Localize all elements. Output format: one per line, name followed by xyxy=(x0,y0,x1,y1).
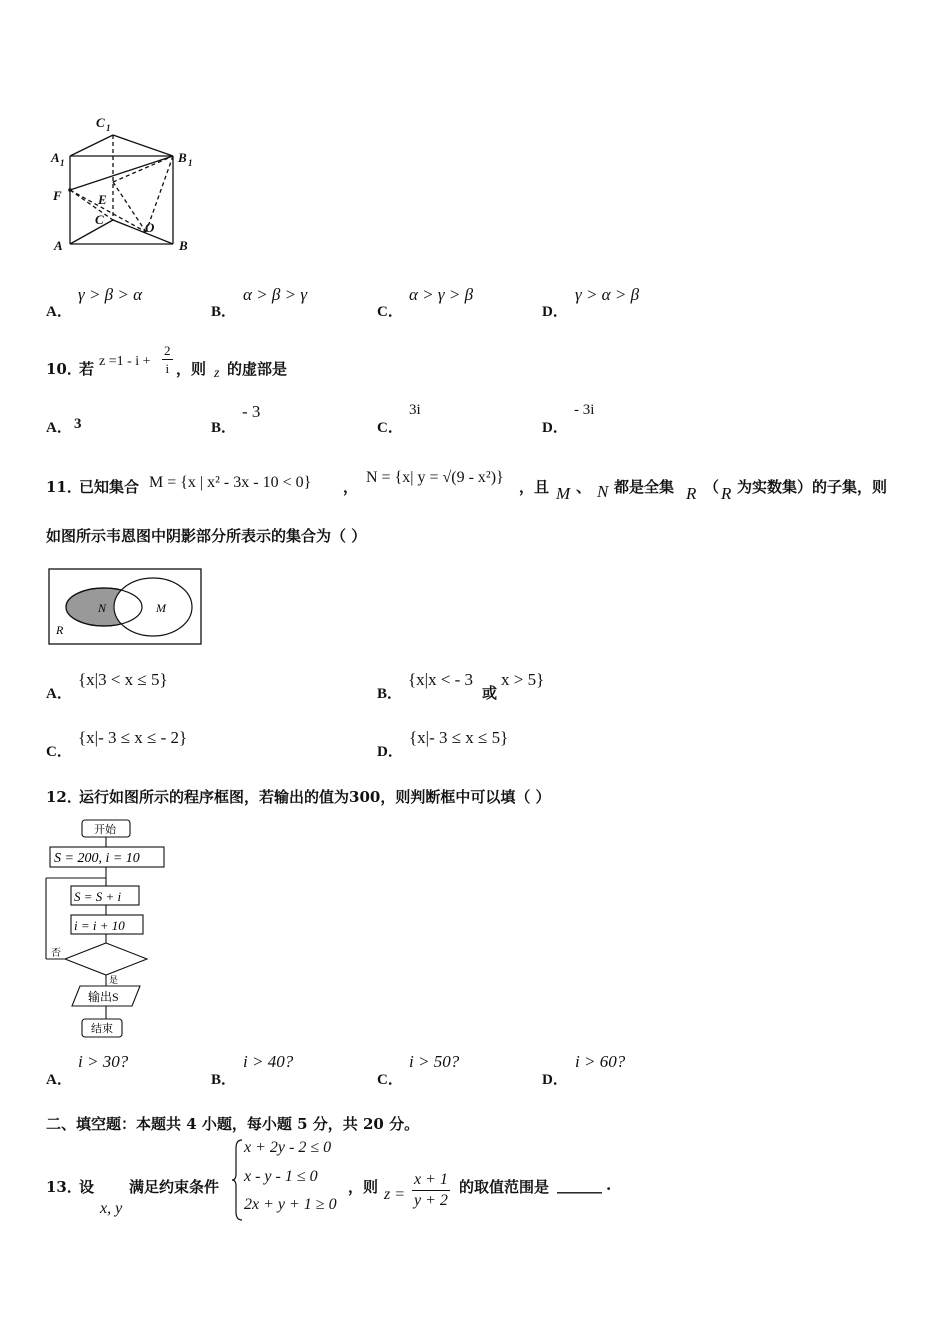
q11-number: 11． xyxy=(46,478,82,496)
q11-option-b-label: B． xyxy=(377,686,403,702)
flow-step1: S = S + i xyxy=(74,889,122,904)
q10-z-var: z xyxy=(214,366,220,381)
venn-label-m: M xyxy=(156,601,166,615)
flow-start: 开始 xyxy=(94,824,116,836)
q11-var-m: M xyxy=(556,484,571,503)
q12-option-b: i > 40? xyxy=(243,1052,294,1071)
q11-option-c: {x|- 3 ≤ x ≤ - 2} xyxy=(78,728,188,747)
label-c1-sub: 1 xyxy=(106,123,111,133)
flow-yes: 是 xyxy=(109,975,119,985)
flow-no: 否 xyxy=(51,948,61,959)
q12-option-d-label: D． xyxy=(542,1072,568,1088)
q13-fraction xyxy=(412,1172,450,1209)
q13-end: . xyxy=(606,1176,612,1194)
q10-option-c-label: C． xyxy=(377,420,403,436)
q10-option-a-label: A． xyxy=(46,420,72,436)
q10-option-b-label: B． xyxy=(211,420,237,436)
q11-text4: （ xyxy=(704,478,720,496)
label-o: O xyxy=(145,220,155,235)
q11-comma: ， xyxy=(343,478,359,496)
q11-option-b-pre: {x|x < - 3 xyxy=(408,670,474,689)
q11-text1: 已知集合 xyxy=(79,478,140,496)
q11-set-n: N = {x| y = √(9 - x²)} xyxy=(366,469,504,486)
flow-init: S = 200, i = 10 xyxy=(54,851,140,866)
q13-text2: 满足约束条件 xyxy=(129,1178,220,1196)
q11-text5: 为实数集）的子集，则 xyxy=(737,478,888,496)
label-b1-sub: 1 xyxy=(188,158,193,168)
q11-set-m: M = {x | x² - 3x - 10 < 0} xyxy=(149,474,312,491)
label-f: F xyxy=(53,188,62,203)
q10-z-expr: z =1 - i + xyxy=(99,354,151,369)
q13-text4: 的取值范围是 xyxy=(459,1178,550,1196)
q9-option-c: α > γ > β xyxy=(409,285,474,304)
q10-text-then: ，则 xyxy=(176,360,207,378)
label-a1-sub: 1 xyxy=(60,158,65,168)
flowchart xyxy=(44,816,176,1044)
q9-option-c-label: C． xyxy=(377,304,403,320)
q10-option-d-label: D． xyxy=(542,420,568,436)
flow-end: 结束 xyxy=(91,1023,113,1035)
q11-option-b-or: 或 xyxy=(482,684,498,702)
q11-option-b-post: x > 5} xyxy=(501,670,545,689)
q13-frac-den: y + 2 xyxy=(414,1192,448,1209)
q12-text: 运行如图所示的程序框图，若输出的值为300，则判断框中可以填（ ） xyxy=(79,788,551,806)
q13-constraint-1: x + 2y - 2 ≤ 0 xyxy=(244,1139,332,1156)
flow-step2: i = i + 10 xyxy=(74,918,125,933)
label-a1: A xyxy=(51,150,60,165)
q13-frac-num: x + 1 xyxy=(412,1172,450,1191)
label-e: E xyxy=(98,192,107,207)
section-2-title: 二、填空题：本题共 4 小题，每小题 5 分，共 20 分。 xyxy=(46,1115,420,1133)
label-b1: B xyxy=(178,150,187,165)
prism-figure xyxy=(48,112,208,262)
q9-option-d: γ > α > β xyxy=(575,285,640,304)
q10-option-a: 3 xyxy=(74,416,82,432)
q12-option-d: i > 60? xyxy=(575,1052,626,1071)
q9-option-a-label: A． xyxy=(46,304,72,320)
q10-text-end: 的虚部是 xyxy=(227,360,288,378)
q13-constraint-2: x - y - 1 ≤ 0 xyxy=(244,1168,318,1185)
q10-fraction xyxy=(162,344,173,375)
q11-option-d-label: D． xyxy=(377,744,403,760)
q10-frac-num: 2 xyxy=(164,343,171,358)
q11-line2: 如图所示韦恩图中阴影部分所表示的集合为（ ） xyxy=(46,527,367,545)
q11-option-a: {x|3 < x ≤ 5} xyxy=(78,670,168,689)
q11-text2: ，且 xyxy=(519,478,550,496)
q13-number: 13． xyxy=(46,1178,82,1196)
q11-var-n: N xyxy=(597,482,609,501)
q12-option-a-label: A． xyxy=(46,1072,72,1088)
q10-number: 10． xyxy=(46,360,82,378)
label-c: C xyxy=(95,212,104,227)
q12-option-b-label: B． xyxy=(211,1072,237,1088)
label-b: B xyxy=(179,238,188,253)
q10-frac-den: i xyxy=(165,361,170,376)
q9-option-b-label: B． xyxy=(211,304,237,320)
q13-constraint-3: 2x + y + 1 ≥ 0 xyxy=(244,1196,337,1213)
q13-vars: x, y xyxy=(100,1200,123,1217)
q11-text3: 都是全集 xyxy=(614,478,675,496)
q11-sep: 、 xyxy=(576,478,592,496)
q9-option-b: α > β > γ xyxy=(243,285,308,304)
q13-text3: ，则 xyxy=(348,1178,379,1196)
q12-number: 12． xyxy=(46,788,82,806)
venn-label-r: R xyxy=(56,623,64,637)
q11-var-r: R xyxy=(686,484,697,503)
q10-option-c: 3i xyxy=(409,402,421,418)
q12-option-a: i > 30? xyxy=(78,1052,129,1071)
q10-option-b: - 3 xyxy=(242,402,261,421)
q10-text-if: 若 xyxy=(79,360,95,378)
q11-var-r2: R xyxy=(721,484,732,503)
label-a: A xyxy=(54,238,63,253)
venn-diagram xyxy=(48,568,204,648)
label-c1: C xyxy=(96,115,105,130)
venn-label-n: N xyxy=(98,601,107,615)
q9-option-d-label: D． xyxy=(542,304,568,320)
q13-text1: 设 xyxy=(79,1178,95,1196)
q11-option-a-label: A． xyxy=(46,686,72,702)
q12-option-c: i > 50? xyxy=(409,1052,460,1071)
q13-blank[interactable]: ______ xyxy=(557,1176,602,1194)
q13-brace xyxy=(232,1138,244,1222)
q9-option-a: γ > β > α xyxy=(78,285,143,304)
flow-output: 输出S xyxy=(88,990,119,1004)
q12-option-c-label: C． xyxy=(377,1072,403,1088)
q11-option-d: {x|- 3 ≤ x ≤ 5} xyxy=(409,728,509,747)
q11-option-c-label: C． xyxy=(46,744,72,760)
q10-option-d: - 3i xyxy=(574,402,595,418)
q13-z-lhs: z = xyxy=(384,1186,406,1203)
